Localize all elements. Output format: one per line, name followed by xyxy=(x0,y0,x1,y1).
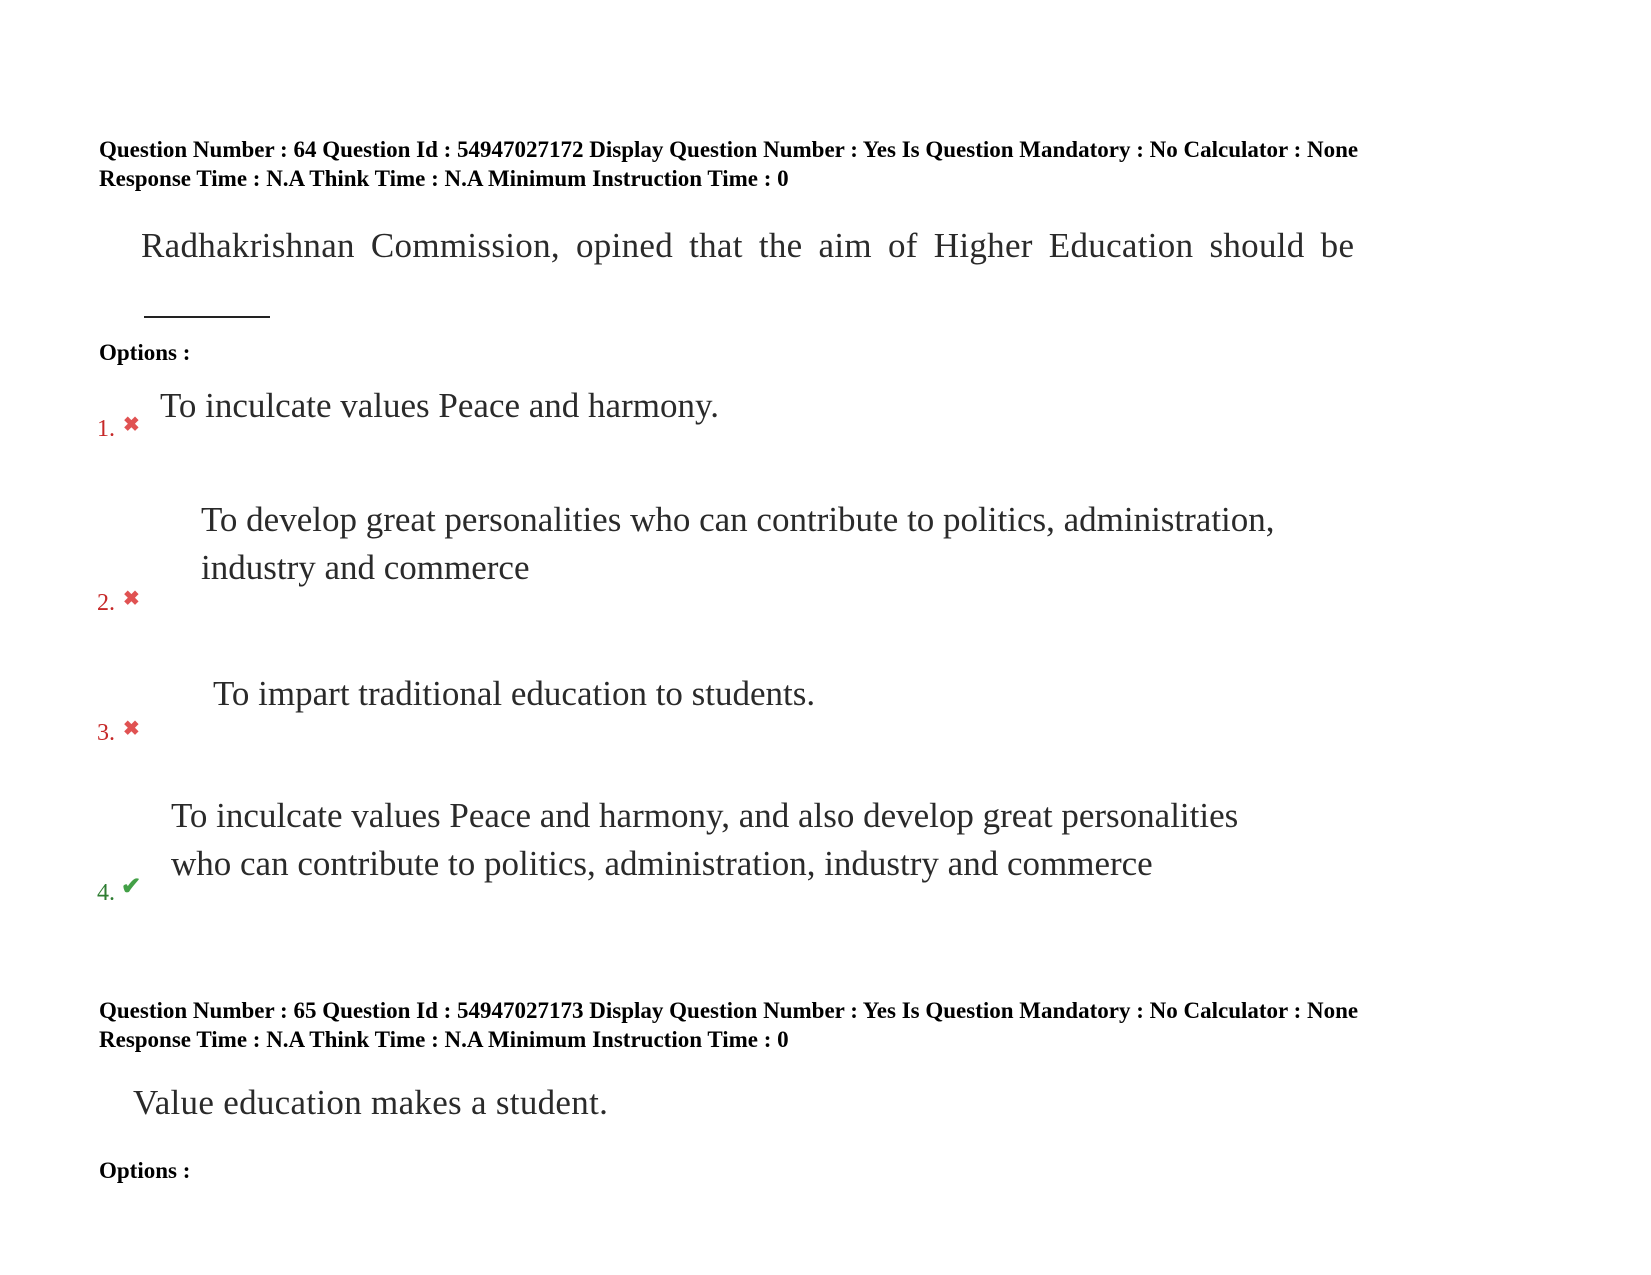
option-4-text[interactable] xyxy=(171,792,1238,888)
option-1-number: 1. xyxy=(97,416,115,442)
check-icon: ✔ xyxy=(121,874,142,900)
question-64-meta xyxy=(99,135,1358,193)
question-64-meta-line1: Question Number : 64 Question Id : 54947027172 Display Question Number : Yes Is Question Mandatory : No Calculator : None xyxy=(99,137,1359,162)
option-4-line-2: who can contribute to politics, administration, industry and commerce xyxy=(171,844,1153,883)
option-2-number: 2. xyxy=(97,590,115,616)
question-65-meta-line2: Response Time : N.A Think Time : N.A Minimum Instruction Time : 0 xyxy=(99,1027,789,1052)
question-65-text: Value education makes a student. xyxy=(133,1083,609,1122)
question-64-options-label: Options : xyxy=(99,340,191,365)
option-3-number: 3. xyxy=(97,720,115,746)
option-1-line-1: To inculcate values Peace and harmony. xyxy=(160,386,719,425)
question-64-meta-line2: Response Time : N.A Think Time : N.A Minimum Instruction Time : 0 xyxy=(99,166,789,191)
option-4-line-1: To inculcate values Peace and harmony, and also develop great personalities xyxy=(171,796,1239,835)
option-2-line-2: industry and commerce xyxy=(201,548,530,587)
option-3-line-1: To impart traditional education to students. xyxy=(213,674,816,713)
option-2-text[interactable] xyxy=(201,496,1275,592)
option-3-text[interactable] xyxy=(213,670,815,718)
option-4-number: 4. xyxy=(97,880,115,906)
question-65-meta-line1: Question Number : 65 Question Id : 54947027173 Display Question Number : Yes Is Question Mandatory : No Calculator : None xyxy=(99,998,1359,1023)
cross-icon: ✖ xyxy=(123,414,140,436)
answer-blank-line xyxy=(144,316,270,318)
question-65-meta xyxy=(99,996,1358,1054)
cross-icon: ✖ xyxy=(123,588,140,610)
option-2-line-1: To develop great personalities who can contribute to politics, administration, xyxy=(201,500,1275,539)
question-65-options-label: Options : xyxy=(99,1158,191,1183)
cross-icon: ✖ xyxy=(123,718,140,740)
question-64-text: Radhakrishnan Commission, opined that the aim of Higher Education should be xyxy=(141,226,1355,265)
option-1-text[interactable] xyxy=(160,382,719,430)
